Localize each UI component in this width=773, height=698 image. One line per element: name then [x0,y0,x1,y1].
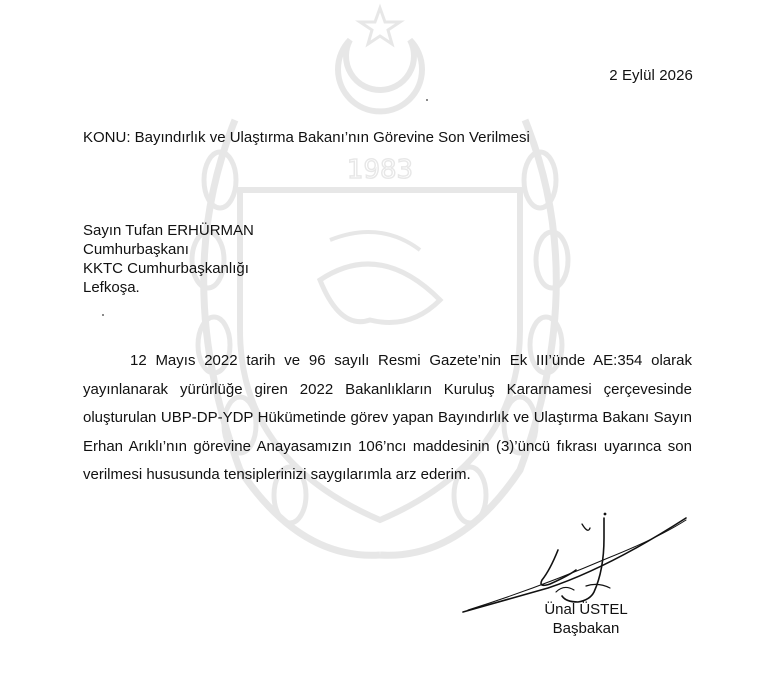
recipient-name: Sayın Tufan ERHÜRMAN [83,222,254,239]
signer-name: Ünal ÜSTEL [544,601,628,618]
recipient-title: Cumhurbaşkanı [83,241,189,258]
letter-body: 12 Mayıs 2022 tarih ve 96 sayılı Resmi Gazete’nin Ek III’ünde AE:354 olarak yayınlanarak yürürlüğe giren 2022 Bakanlıkların Kuruluş Kararnamesi çerçevesinde oluşturulan UBP-DP-YDP Hükümetinde görev yapan Bayındırlık ve Ulaştırma Bakanı Sayın Erhan Arıklı’nın görevine Anayasamızın 106’ncı maddesinin (3)’üncü fıkrası uyarınca son verilmesi hususunda tensiplerinizi saygılarımla arz ederim. [83,352,692,483]
letter-subject: KONU: Bayındırlık ve Ulaştırma Bakanı’nın Görevine Son Verilmesi [83,129,530,146]
recipient-address [83,221,254,297]
signer-title: Başbakan [552,620,620,637]
recipient-city: Lefkoşa. [83,279,140,296]
letter-date: 2 Eylül 2026 [609,67,693,84]
signer-block [538,600,634,638]
recipient-office: KKTC Cumhurbaşkanlığı [83,260,249,277]
scan-speck [426,99,428,101]
scan-speck [102,314,104,316]
watermark-year: 1983 [346,155,414,185]
